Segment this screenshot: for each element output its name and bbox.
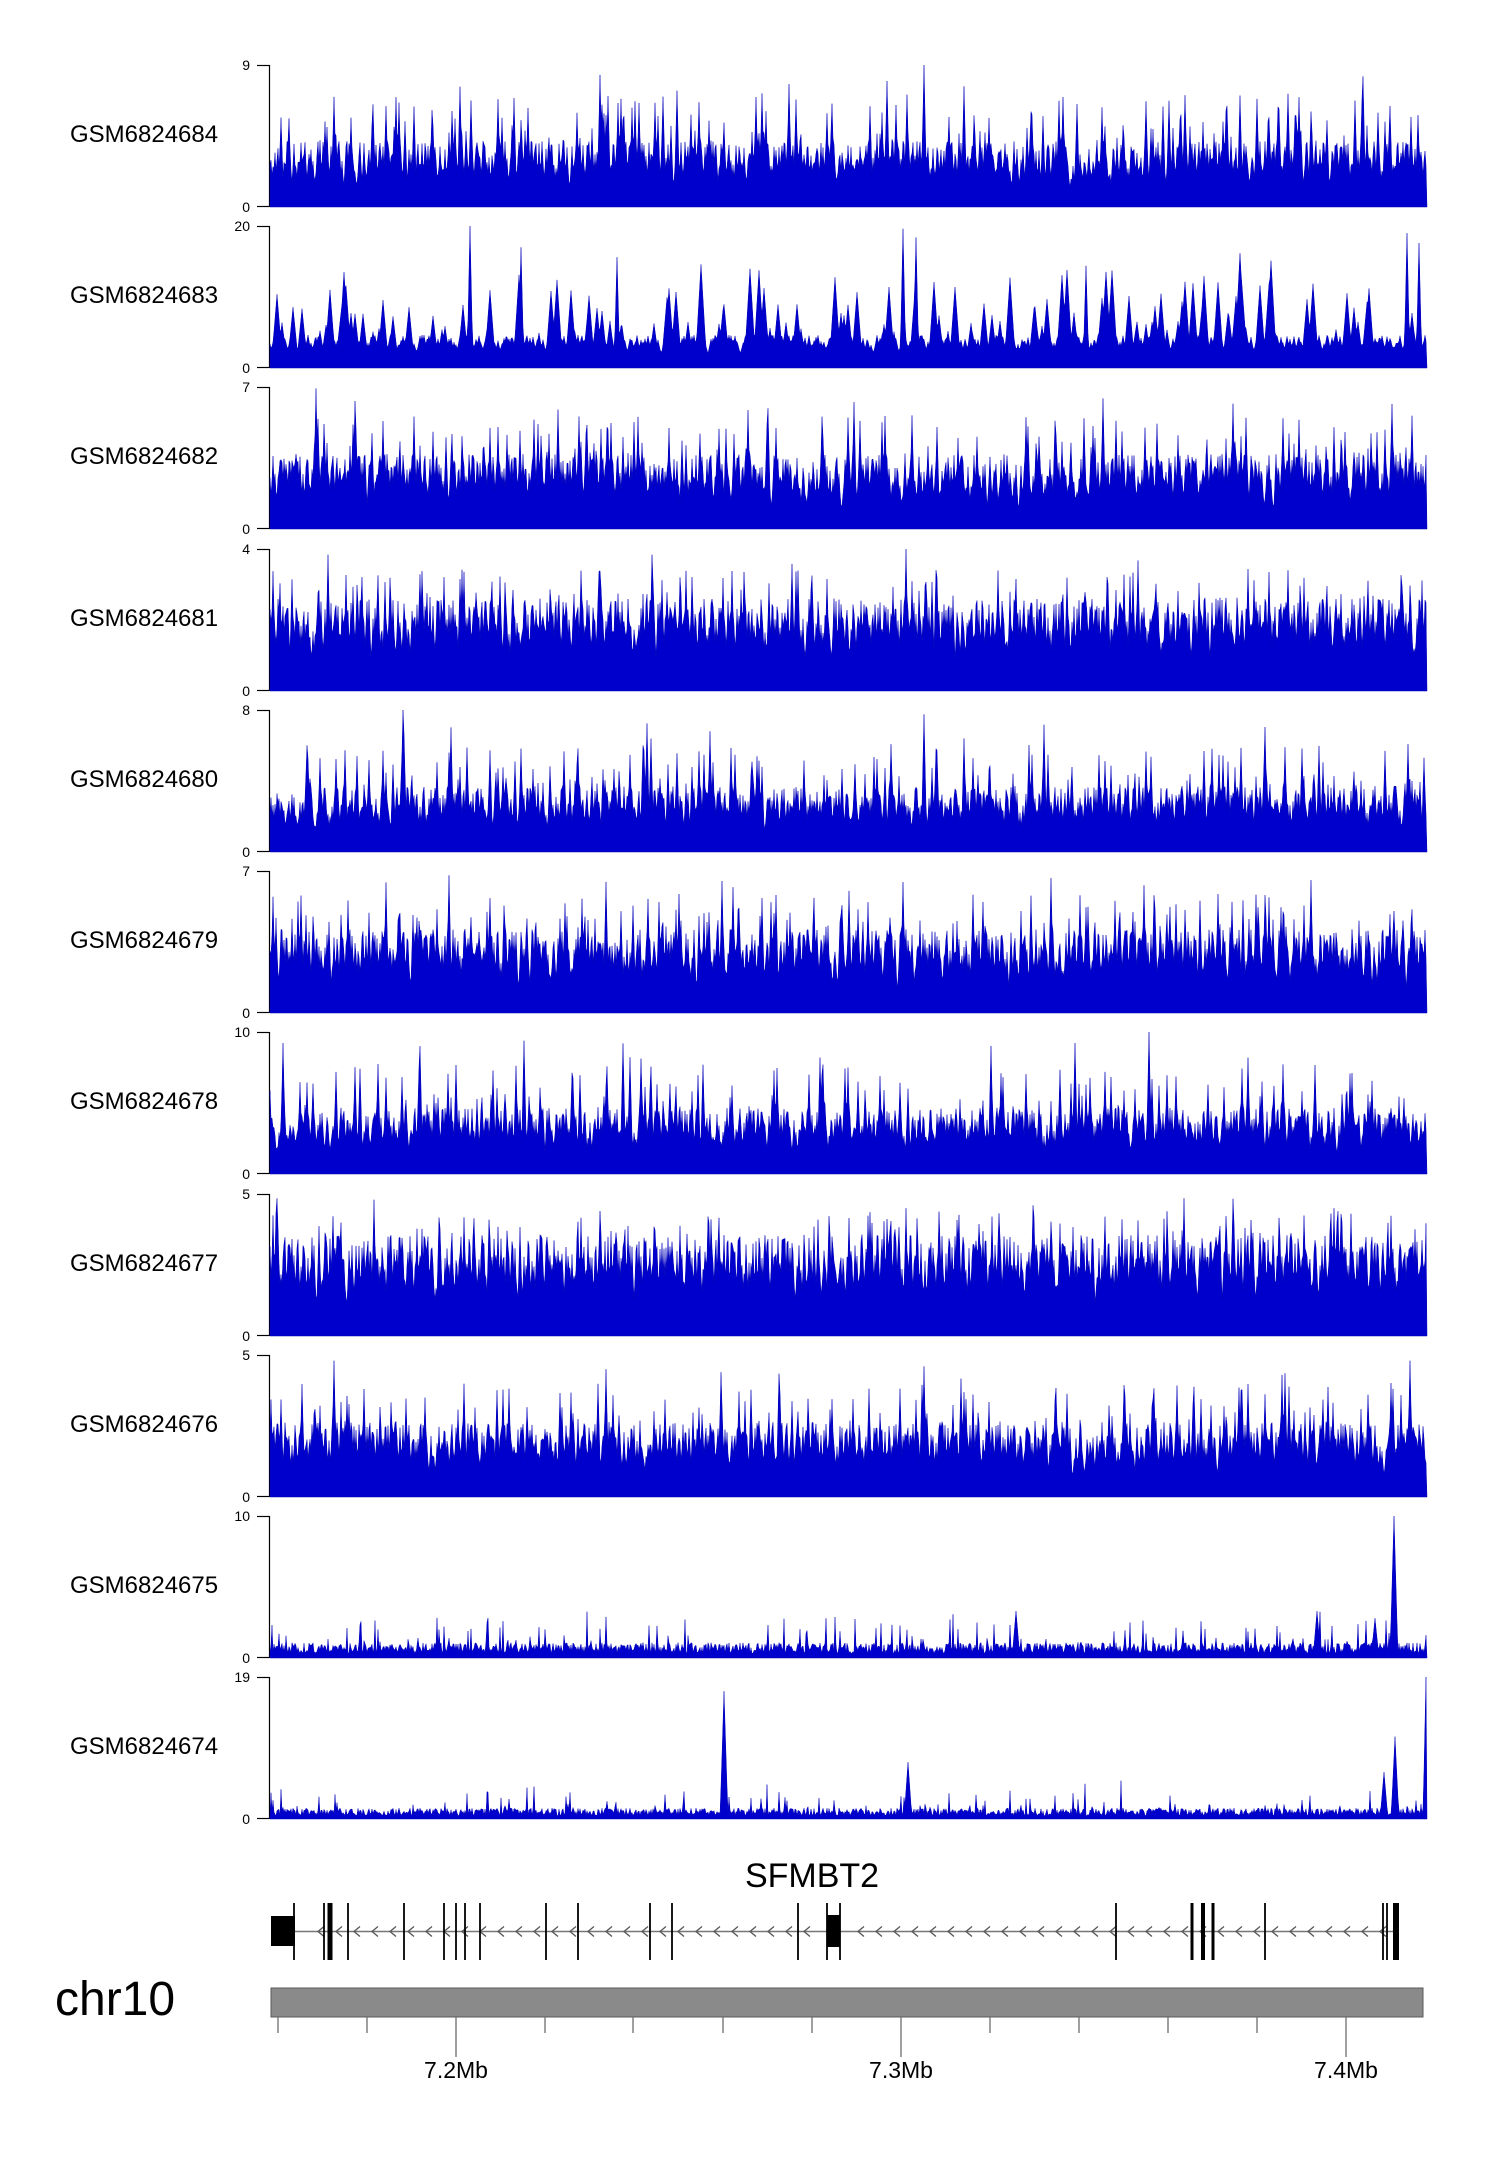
y-axis-zero-label: 0: [242, 1811, 250, 1827]
y-axis-max-label: 8: [242, 702, 250, 718]
y-axis-max-label: 5: [242, 1186, 250, 1202]
track-label-GSM6824675: GSM6824675: [70, 1572, 219, 1599]
chromosome-label: chr10: [55, 1973, 176, 2026]
track-label-GSM6824684: GSM6824684: [70, 121, 219, 148]
y-axis-zero-label: 0: [242, 844, 250, 860]
y-axis-bracket: [257, 226, 270, 368]
y-axis-zero-label: 0: [242, 1166, 250, 1182]
y-axis-max-label: 20: [234, 218, 250, 234]
signal-area-GSM6824681: [270, 549, 1427, 691]
signal-area-GSM6824674: [270, 1677, 1427, 1819]
track-label-GSM6824677: GSM6824677: [70, 1250, 219, 1277]
track-label-GSM6824678: GSM6824678: [70, 1088, 219, 1115]
signal-area-GSM6824678: [270, 1032, 1427, 1174]
x-axis-label-7.2Mb: 7.2Mb: [424, 2057, 488, 2083]
y-axis-bracket: [257, 1032, 270, 1174]
track-label-GSM6824681: GSM6824681: [70, 605, 219, 632]
y-axis-bracket: [257, 65, 270, 207]
y-axis-max-label: 5: [242, 1347, 250, 1363]
chromosome-ruler: [271, 1988, 1423, 2057]
y-axis-bracket: [257, 710, 270, 852]
signal-area-GSM6824682: [270, 388, 1427, 529]
y-axis-max-label: 9: [242, 57, 250, 73]
y-axis-bracket: [257, 1194, 270, 1336]
y-axis-max-label: 10: [234, 1024, 250, 1040]
track-label-GSM6824679: GSM6824679: [70, 927, 219, 954]
y-axis-zero-label: 0: [242, 199, 250, 215]
y-axis-bracket: [257, 549, 270, 691]
y-axis-bracket: [257, 387, 270, 529]
track-label-GSM6824676: GSM6824676: [70, 1411, 219, 1438]
y-axis-zero-label: 0: [242, 683, 250, 699]
x-axis-label-7.3Mb: 7.3Mb: [869, 2057, 933, 2083]
y-axis-max-label: 19: [234, 1669, 250, 1685]
gene-model: [271, 1903, 1398, 1960]
y-axis-zero-label: 0: [242, 1650, 250, 1666]
exon-box: [827, 1915, 840, 1947]
track-label-GSM6824674: GSM6824674: [70, 1733, 219, 1760]
y-axis-bracket: [257, 1355, 270, 1497]
chromosome-bar: [271, 1988, 1423, 2017]
y-axis-max-label: 10: [234, 1508, 250, 1524]
signal-area-GSM6824679: [270, 875, 1427, 1013]
x-axis-label-7.4Mb: 7.4Mb: [1314, 2057, 1378, 2083]
signal-area-GSM6824677: [270, 1198, 1427, 1336]
signal-area-GSM6824676: [270, 1361, 1427, 1497]
y-axis-zero-label: 0: [242, 1328, 250, 1344]
y-axis-bracket: [257, 871, 270, 1013]
y-axis-zero-label: 0: [242, 360, 250, 376]
y-axis-bracket: [257, 1677, 270, 1819]
signal-area-GSM6824684: [270, 65, 1427, 207]
signal-area-GSM6824683: [270, 226, 1427, 368]
y-axis-zero-label: 0: [242, 521, 250, 537]
y-axis-bracket: [257, 1516, 270, 1658]
signal-area-GSM6824680: [270, 710, 1427, 852]
y-axis-max-label: 4: [242, 541, 250, 557]
track-label-GSM6824682: GSM6824682: [70, 443, 219, 470]
gene-title: SFMBT2: [744, 1857, 880, 1895]
y-axis-max-label: 7: [242, 379, 250, 395]
y-axis-zero-label: 0: [242, 1005, 250, 1021]
track-label-GSM6824680: GSM6824680: [70, 766, 219, 793]
exon-box: [271, 1916, 295, 1946]
y-axis-zero-label: 0: [242, 1489, 250, 1505]
track-label-GSM6824683: GSM6824683: [70, 282, 219, 309]
signal-area-GSM6824675: [270, 1516, 1427, 1658]
y-axis-max-label: 7: [242, 863, 250, 879]
